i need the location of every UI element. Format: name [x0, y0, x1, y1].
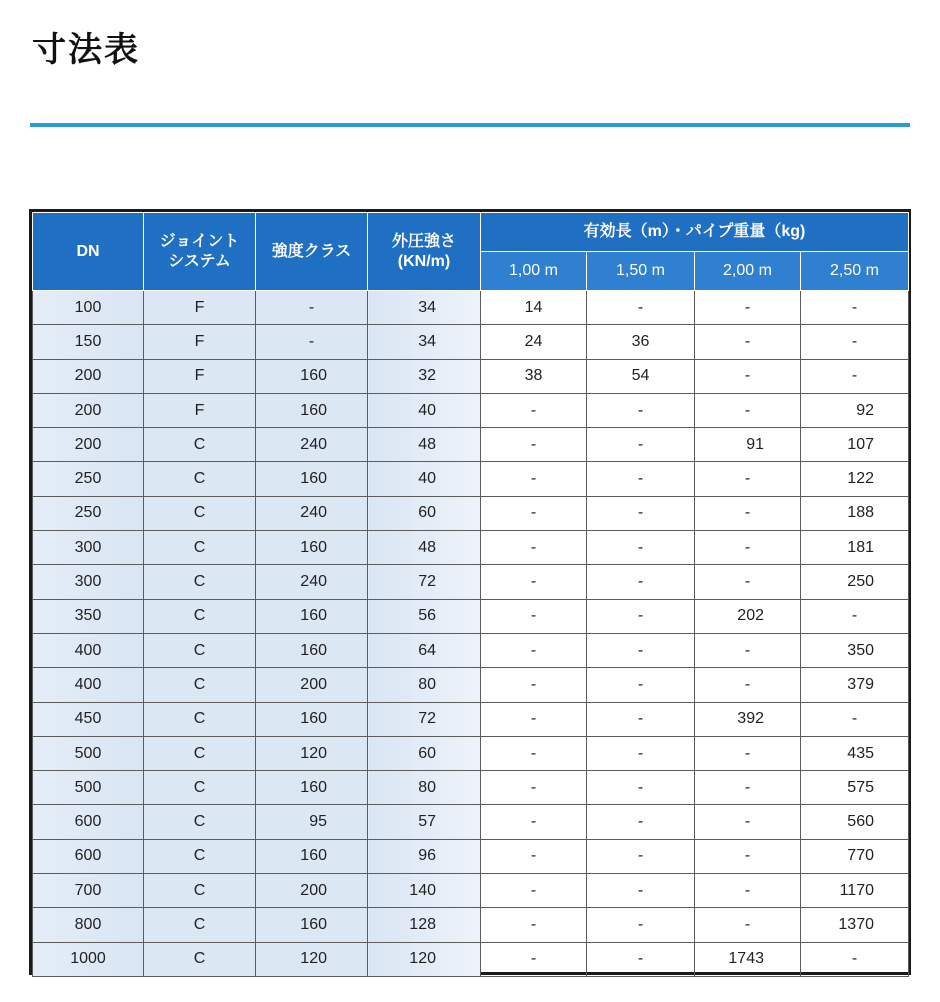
header-strength-class: 強度クラス — [256, 213, 368, 291]
cell-weight-1-00m: - — [481, 565, 587, 599]
cell-dn: 250 — [33, 496, 144, 530]
cell-weight-1-00m: - — [481, 908, 587, 942]
cell-weight-2-00m: - — [695, 531, 801, 565]
cell-external-pressure: 56 — [368, 599, 481, 633]
cell-external-pressure: 72 — [368, 565, 481, 599]
cell-joint-system: C — [144, 496, 256, 530]
header-external-pressure — [368, 213, 481, 291]
cell-strength-class: 160 — [256, 702, 368, 736]
header-length-1-00: 1,00 m — [481, 252, 587, 291]
cell-external-pressure: 60 — [368, 496, 481, 530]
dimension-table — [32, 212, 909, 977]
cell-weight-2-50m: - — [801, 325, 909, 359]
cell-dn: 400 — [33, 633, 144, 667]
table-row — [33, 908, 909, 942]
cell-dn: 500 — [33, 736, 144, 770]
cell-weight-2-50m: 435 — [801, 736, 909, 770]
cell-weight-1-00m: - — [481, 771, 587, 805]
cell-weight-1-50m: - — [587, 839, 695, 873]
cell-joint-system: F — [144, 359, 256, 393]
cell-joint-system: F — [144, 393, 256, 427]
cell-weight-1-50m: - — [587, 874, 695, 908]
cell-weight-1-50m: - — [587, 942, 695, 976]
cell-external-pressure: 32 — [368, 359, 481, 393]
cell-strength-class: 95 — [256, 805, 368, 839]
cell-weight-2-50m: - — [801, 599, 909, 633]
cell-weight-1-50m: - — [587, 291, 695, 325]
cell-strength-class: 240 — [256, 496, 368, 530]
table-row — [33, 942, 909, 976]
cell-joint-system: C — [144, 462, 256, 496]
table-row — [33, 736, 909, 770]
table-row — [33, 805, 909, 839]
cell-weight-1-00m: 24 — [481, 325, 587, 359]
cell-external-pressure: 40 — [368, 462, 481, 496]
cell-strength-class: 160 — [256, 531, 368, 565]
cell-external-pressure: 80 — [368, 668, 481, 702]
cell-weight-1-00m: - — [481, 496, 587, 530]
cell-weight-2-00m: - — [695, 393, 801, 427]
cell-strength-class: - — [256, 291, 368, 325]
cell-weight-2-50m: 560 — [801, 805, 909, 839]
cell-weight-2-00m: - — [695, 462, 801, 496]
table-row — [33, 325, 909, 359]
cell-external-pressure: 60 — [368, 736, 481, 770]
cell-strength-class: 200 — [256, 874, 368, 908]
cell-joint-system: C — [144, 839, 256, 873]
cell-dn: 500 — [33, 771, 144, 805]
cell-strength-class: 120 — [256, 736, 368, 770]
cell-dn: 600 — [33, 805, 144, 839]
cell-weight-1-50m: - — [587, 393, 695, 427]
cell-strength-class: 240 — [256, 428, 368, 462]
dimension-table-frame — [29, 209, 911, 975]
cell-dn: 250 — [33, 462, 144, 496]
cell-weight-1-50m: - — [587, 668, 695, 702]
cell-weight-1-00m: - — [481, 668, 587, 702]
table-row — [33, 874, 909, 908]
cell-weight-2-00m: - — [695, 874, 801, 908]
cell-weight-1-00m: - — [481, 633, 587, 667]
table-row — [33, 565, 909, 599]
table-row — [33, 668, 909, 702]
cell-weight-1-00m: - — [481, 599, 587, 633]
cell-weight-1-50m: - — [587, 462, 695, 496]
cell-external-pressure: 72 — [368, 702, 481, 736]
header-length-2-50: 2,50 m — [801, 252, 909, 291]
cell-joint-system: C — [144, 633, 256, 667]
cell-strength-class: 200 — [256, 668, 368, 702]
table-row — [33, 393, 909, 427]
cell-weight-2-50m: 250 — [801, 565, 909, 599]
table-row — [33, 633, 909, 667]
cell-joint-system: C — [144, 565, 256, 599]
cell-external-pressure: 40 — [368, 393, 481, 427]
cell-weight-1-50m: - — [587, 771, 695, 805]
cell-weight-2-00m: - — [695, 908, 801, 942]
cell-weight-2-50m: 188 — [801, 496, 909, 530]
cell-weight-2-50m: - — [801, 291, 909, 325]
cell-weight-2-50m: - — [801, 702, 909, 736]
table-row — [33, 599, 909, 633]
table-row — [33, 291, 909, 325]
cell-joint-system: C — [144, 942, 256, 976]
header-length-1-50: 1,50 m — [587, 252, 695, 291]
cell-strength-class: 160 — [256, 633, 368, 667]
cell-weight-2-00m: - — [695, 771, 801, 805]
cell-weight-2-00m: - — [695, 325, 801, 359]
cell-joint-system: C — [144, 531, 256, 565]
cell-strength-class: 160 — [256, 393, 368, 427]
cell-weight-1-00m: - — [481, 839, 587, 873]
cell-dn: 200 — [33, 359, 144, 393]
cell-dn: 200 — [33, 428, 144, 462]
cell-weight-2-00m: 91 — [695, 428, 801, 462]
cell-weight-1-00m: - — [481, 531, 587, 565]
header-external-pressure-label: 外圧強さ (KN/m) — [391, 232, 456, 270]
cell-strength-class: 160 — [256, 771, 368, 805]
cell-external-pressure: 34 — [368, 291, 481, 325]
cell-dn: 300 — [33, 565, 144, 599]
cell-weight-1-00m: - — [481, 462, 587, 496]
cell-dn: 350 — [33, 599, 144, 633]
cell-joint-system: C — [144, 771, 256, 805]
header-joint-system-label: ジョイント システム — [159, 232, 240, 270]
cell-weight-1-00m: - — [481, 393, 587, 427]
table-row — [33, 702, 909, 736]
cell-weight-1-00m: - — [481, 942, 587, 976]
cell-dn: 150 — [33, 325, 144, 359]
cell-strength-class: 160 — [256, 599, 368, 633]
cell-external-pressure: 34 — [368, 325, 481, 359]
cell-weight-1-50m: - — [587, 496, 695, 530]
cell-weight-1-00m: 38 — [481, 359, 587, 393]
cell-weight-1-50m: - — [587, 805, 695, 839]
cell-joint-system: C — [144, 874, 256, 908]
cell-weight-2-00m: - — [695, 359, 801, 393]
cell-weight-1-00m: - — [481, 874, 587, 908]
header-row-top — [33, 213, 909, 252]
cell-weight-1-00m: - — [481, 805, 587, 839]
header-dn: DN — [33, 213, 144, 291]
cell-weight-2-00m: - — [695, 668, 801, 702]
cell-weight-2-00m: 1743 — [695, 942, 801, 976]
cell-joint-system: F — [144, 291, 256, 325]
header-length-weight-group: 有効長（m）・パイプ重量（kg) — [481, 213, 909, 252]
cell-weight-1-00m: - — [481, 702, 587, 736]
cell-weight-2-50m: 770 — [801, 839, 909, 873]
table-row — [33, 359, 909, 393]
cell-weight-2-00m: - — [695, 291, 801, 325]
cell-weight-2-00m: - — [695, 633, 801, 667]
cell-dn: 1000 — [33, 942, 144, 976]
cell-weight-1-50m: - — [587, 736, 695, 770]
cell-external-pressure: 128 — [368, 908, 481, 942]
cell-weight-2-00m: - — [695, 736, 801, 770]
table-row — [33, 496, 909, 530]
cell-dn: 700 — [33, 874, 144, 908]
table-row — [33, 428, 909, 462]
cell-weight-2-00m: - — [695, 839, 801, 873]
cell-weight-2-50m: 575 — [801, 771, 909, 805]
cell-weight-1-00m: - — [481, 736, 587, 770]
cell-strength-class: 160 — [256, 359, 368, 393]
cell-strength-class: - — [256, 325, 368, 359]
cell-joint-system: C — [144, 736, 256, 770]
cell-weight-2-00m: - — [695, 805, 801, 839]
cell-dn: 200 — [33, 393, 144, 427]
cell-weight-1-50m: - — [587, 531, 695, 565]
cell-weight-2-50m: 1170 — [801, 874, 909, 908]
title-divider — [30, 123, 910, 127]
cell-strength-class: 160 — [256, 839, 368, 873]
cell-weight-2-50m: 181 — [801, 531, 909, 565]
cell-dn: 450 — [33, 702, 144, 736]
header-length-2-00: 2,00 m — [695, 252, 801, 291]
cell-weight-1-50m: - — [587, 428, 695, 462]
cell-external-pressure: 57 — [368, 805, 481, 839]
cell-external-pressure: 48 — [368, 428, 481, 462]
cell-strength-class: 240 — [256, 565, 368, 599]
cell-dn: 600 — [33, 839, 144, 873]
cell-external-pressure: 48 — [368, 531, 481, 565]
cell-weight-1-50m: - — [587, 702, 695, 736]
cell-joint-system: C — [144, 908, 256, 942]
table-row — [33, 531, 909, 565]
cell-strength-class: 160 — [256, 908, 368, 942]
cell-dn: 100 — [33, 291, 144, 325]
cell-weight-1-50m: 36 — [587, 325, 695, 359]
cell-weight-2-50m: 122 — [801, 462, 909, 496]
cell-weight-2-50m: 350 — [801, 633, 909, 667]
cell-weight-1-50m: - — [587, 908, 695, 942]
cell-weight-2-50m: - — [801, 359, 909, 393]
cell-weight-1-50m: - — [587, 565, 695, 599]
header-joint-system — [144, 213, 256, 291]
cell-strength-class: 120 — [256, 942, 368, 976]
cell-weight-2-50m: 107 — [801, 428, 909, 462]
cell-weight-1-50m: 54 — [587, 359, 695, 393]
cell-weight-1-00m: - — [481, 428, 587, 462]
cell-weight-2-00m: 392 — [695, 702, 801, 736]
cell-joint-system: C — [144, 805, 256, 839]
cell-joint-system: C — [144, 668, 256, 702]
cell-weight-2-00m: - — [695, 565, 801, 599]
cell-external-pressure: 140 — [368, 874, 481, 908]
cell-weight-2-50m: - — [801, 942, 909, 976]
cell-external-pressure: 80 — [368, 771, 481, 805]
cell-dn: 300 — [33, 531, 144, 565]
cell-weight-2-50m: 1370 — [801, 908, 909, 942]
cell-weight-2-50m: 92 — [801, 393, 909, 427]
page-title: 寸法表 — [32, 30, 140, 70]
table-body — [33, 291, 909, 977]
cell-joint-system: F — [144, 325, 256, 359]
cell-weight-1-50m: - — [587, 599, 695, 633]
cell-weight-1-00m: 14 — [481, 291, 587, 325]
cell-joint-system: C — [144, 428, 256, 462]
cell-joint-system: C — [144, 702, 256, 736]
cell-joint-system: C — [144, 599, 256, 633]
cell-weight-2-00m: - — [695, 496, 801, 530]
table-row — [33, 462, 909, 496]
table-row — [33, 839, 909, 873]
cell-weight-2-00m: 202 — [695, 599, 801, 633]
cell-external-pressure: 120 — [368, 942, 481, 976]
cell-dn: 800 — [33, 908, 144, 942]
cell-dn: 400 — [33, 668, 144, 702]
cell-strength-class: 160 — [256, 462, 368, 496]
cell-weight-1-50m: - — [587, 633, 695, 667]
cell-external-pressure: 64 — [368, 633, 481, 667]
table-row — [33, 771, 909, 805]
cell-weight-2-50m: 379 — [801, 668, 909, 702]
cell-external-pressure: 96 — [368, 839, 481, 873]
